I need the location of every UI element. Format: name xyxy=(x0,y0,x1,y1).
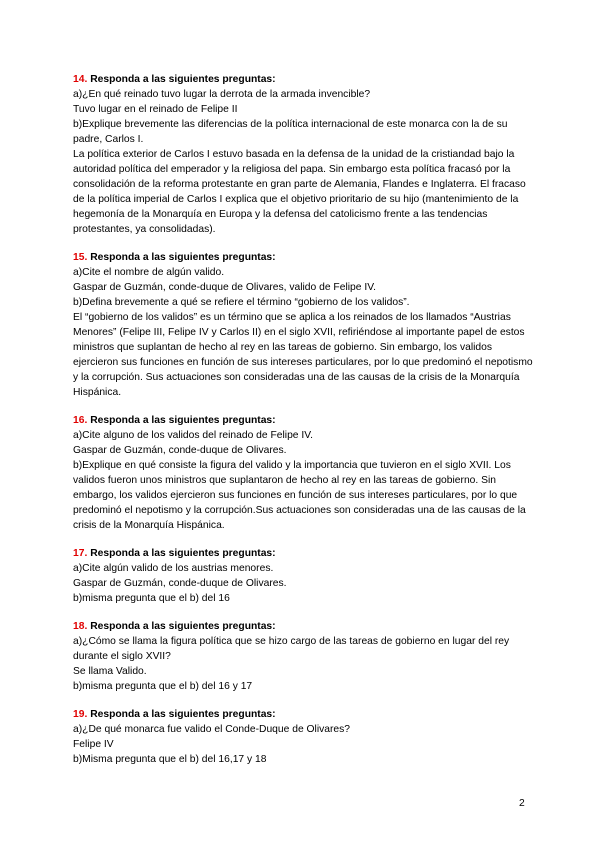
question-part-b: b)Misma pregunta que el b) del 16,17 y 18 xyxy=(73,754,267,765)
question-part-a: a)Cite el nombre de algún valido. xyxy=(73,267,225,278)
answer-a: Tuvo lugar en el reinado de Felipe II xyxy=(73,104,238,115)
question-15 xyxy=(73,250,533,400)
question-number: 17. xyxy=(73,548,88,559)
question-part-b: b)Defina brevemente a qué se refiere el término “gobierno de los validos”. xyxy=(73,297,410,308)
question-heading xyxy=(73,619,533,634)
answer-a: Felipe IV xyxy=(73,739,114,750)
page-number: 2 xyxy=(519,798,525,809)
question-19 xyxy=(73,707,533,767)
question-number: 15. xyxy=(73,252,88,263)
question-part-a: a)Cite alguno de los validos del reinado de Felipe IV. xyxy=(73,430,314,441)
question-heading xyxy=(73,250,533,265)
question-18 xyxy=(73,619,533,694)
question-number: 19. xyxy=(73,709,88,720)
question-part-a: a)Cite algún valido de los austrias menores. xyxy=(73,563,274,574)
question-number: 16. xyxy=(73,415,88,426)
question-heading xyxy=(73,72,533,87)
question-16 xyxy=(73,413,533,533)
question-heading xyxy=(73,546,533,561)
question-part-b: b)misma pregunta que el b) del 16 y 17 xyxy=(73,681,253,692)
answer-b: La política exterior de Carlos I estuvo basada en la defensa de la unidad de la cristiandad bajo la autoridad política del emperador y la religiosa del papa. Sin embargo esta política fracasó por la consolidación de la reforma protestante en gran parte de Alemania, Flandes e Inglaterra. El fracaso de la política imperial de Carlos I explica que el objetivo prioritario de su hijo (mantenimiento de la hegemonía de la Monarquía en Europa y la defensa del catolicismo frente a las tendencias protestantes, ya consolidadas). xyxy=(73,149,526,235)
question-part-b: b)Explique brevemente las diferencias de la política internacional de este monarca con la de su padre, Carlos I. xyxy=(73,119,508,145)
question-title: Responda a las siguientes preguntas: xyxy=(90,709,276,720)
question-heading xyxy=(73,707,533,722)
answer-a: Gaspar de Guzmán, conde-duque de Olivares. xyxy=(73,445,287,456)
question-title: Responda a las siguientes preguntas: xyxy=(90,74,276,85)
question-part-a: a)¿Cómo se llama la figura política que se hizo cargo de las tareas de gobierno en lugar del rey durante el siglo XVII? xyxy=(73,636,510,662)
question-title: Responda a las siguientes preguntas: xyxy=(90,548,276,559)
question-number: 14. xyxy=(73,74,88,85)
question-14 xyxy=(73,72,533,237)
question-number: 18. xyxy=(73,621,88,632)
answer-a: Gaspar de Guzmán, conde-duque de Olivares, valido de Felipe IV. xyxy=(73,282,376,293)
question-title: Responda a las siguientes preguntas: xyxy=(90,415,276,426)
question-title: Responda a las siguientes preguntas: xyxy=(90,621,276,632)
document-page xyxy=(73,72,533,780)
question-part-a: a)¿En qué reinado tuvo lugar la derrota de la armada invencible? xyxy=(73,89,371,100)
question-part-b-and-answer: b)Explique en qué consiste la figura del valido y la importancia que tuvieron en el siglo XVII. Los validos fueron unos ministros que suplantaron de hecho al rey en las tareas de gobierno. Sin embargo, los validos ejercieron sus funciones en función de sus intereses particulares, por lo que predominó el nepotismo y la corrupción.Sus actuaciones son consideradas una de las causas de la crisis de la Monarquía Hispánica. xyxy=(73,460,526,531)
question-part-b: b)misma pregunta que el b) del 16 xyxy=(73,593,230,604)
answer-a: Se llama Valido. xyxy=(73,666,147,677)
question-title: Responda a las siguientes preguntas: xyxy=(90,252,276,263)
answer-a: Gaspar de Guzmán, conde-duque de Olivares. xyxy=(73,578,287,589)
answer-b: El “gobierno de los validos” es un término que se aplica a los reinados de los llamados “Austrias Menores” (Felipe III, Felipe IV y Carlos II) en el siglo XVII, refiriéndose al importante papel de estos ministros que suplantan de hecho al rey en las tareas de gobierno. Sin embargo, los validos ejercieron sus funciones en función de sus intereses particulares, por lo que predominó el nepotismo y la corrupción. Sus actuaciones son consideradas una de las causas de la crisis de la Monarquía Hispánica. xyxy=(73,312,533,398)
question-17 xyxy=(73,546,533,606)
question-part-a: a)¿De qué monarca fue valido el Conde-Duque de Olivares? xyxy=(73,724,351,735)
question-heading xyxy=(73,413,533,428)
